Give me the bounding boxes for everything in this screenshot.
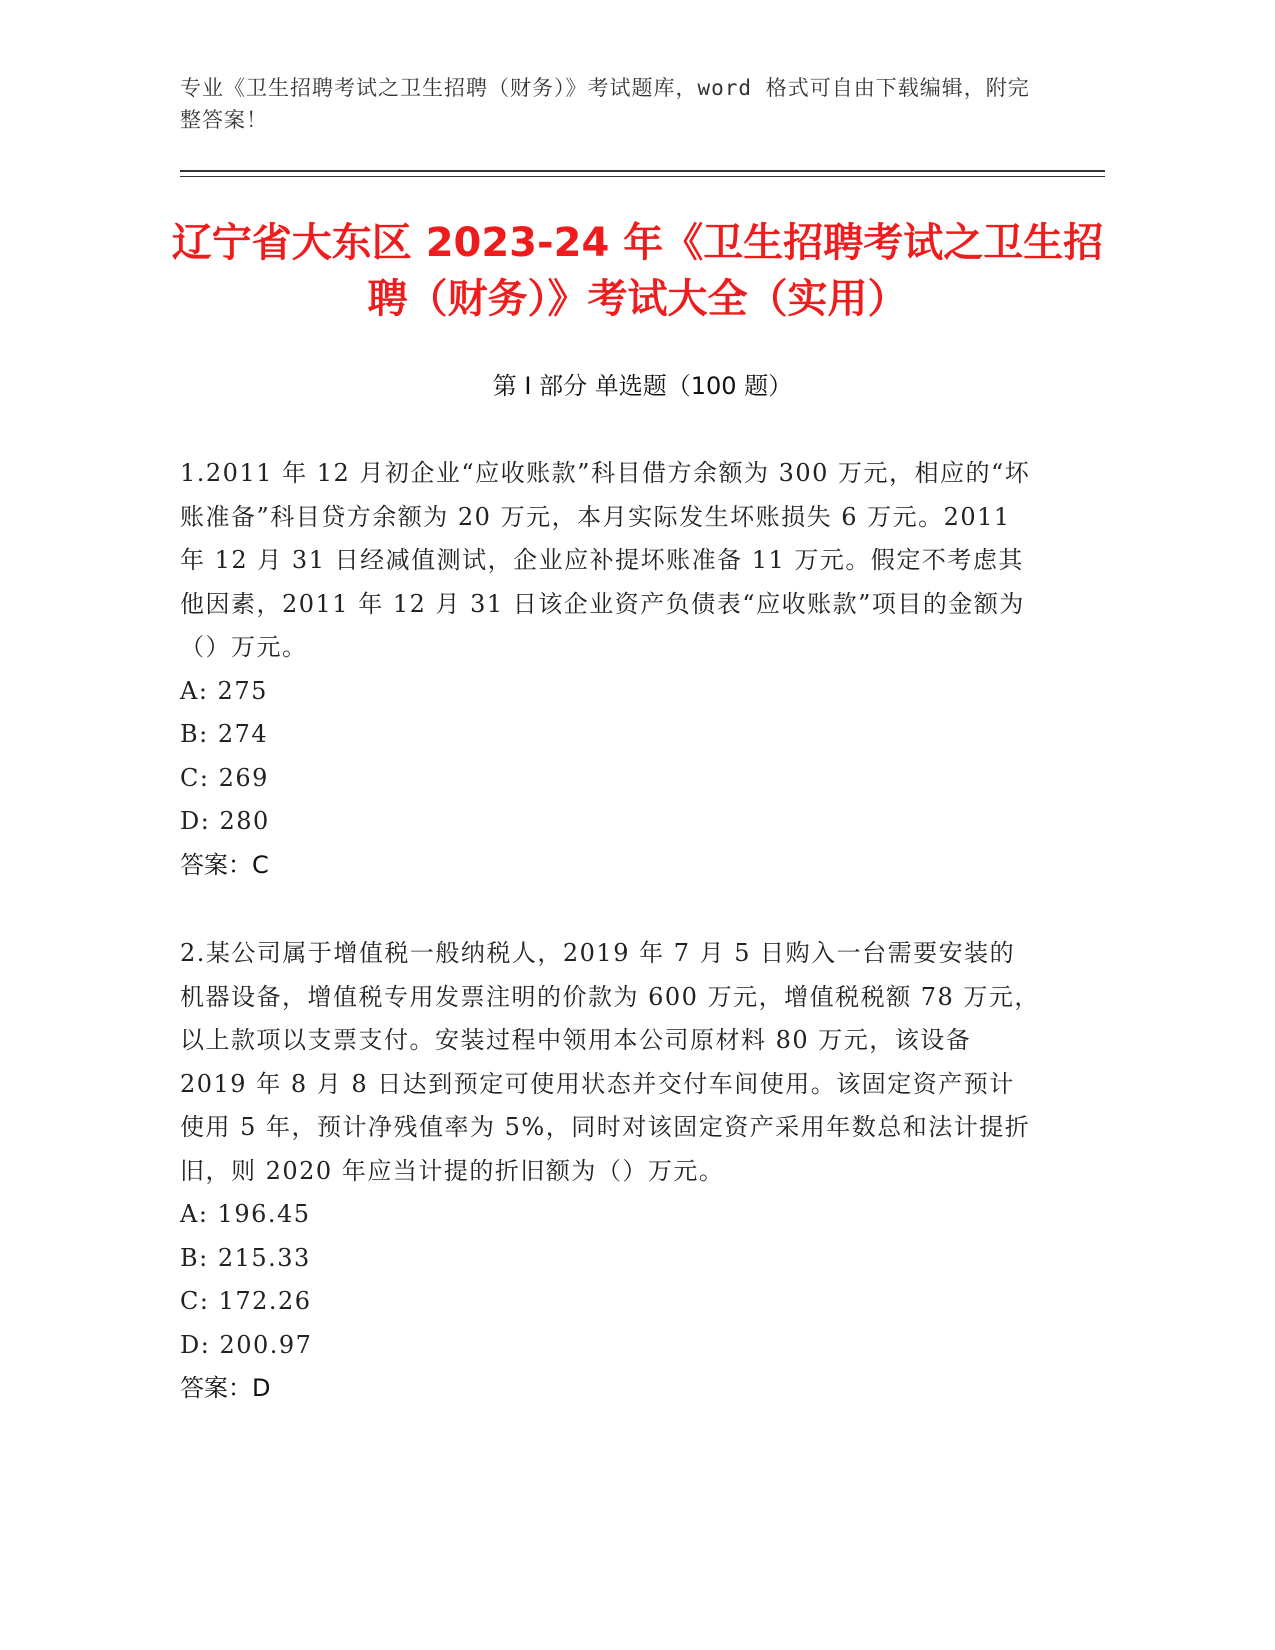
option-c: C: 269	[180, 763, 269, 792]
option-d: D: 200.97	[180, 1330, 313, 1359]
answer-line: 答案：D	[180, 1374, 271, 1402]
question-stem: 2.某公司属于增值税一般纳税人，2019 年 7 月 5 日购入一台需要安装的机器设备，增值税专用发票注明的价款为 600 万元，增值税税额 78 万元，以上款项以支票支付。安装过程中领用本公司原材料 80 万元，该设备 2019 年 8 月 8 日达到预定可使用状态并交付车间使用。该固定资产预计使用 5 年，预计净残值率为 5%，同时对该固定资产采用年数总和法计提折旧，则 2020 年应当计提的折旧额为（）万元。	[180, 939, 1040, 1185]
option-d: D: 280	[180, 807, 270, 835]
header-divider-thin	[180, 176, 1105, 177]
option-a: A: 196.45	[180, 1200, 311, 1228]
question-block	[180, 452, 1040, 887]
document-title: 辽宁省大东区 2023-24 年《卫生招聘考试之卫生招聘（财务）》考试大全（实用）	[171, 220, 1104, 322]
option-c: C: 172.26	[180, 1287, 312, 1315]
header-divider-thick	[180, 170, 1105, 172]
question-block	[180, 932, 1040, 1411]
answer-line: 答案：C	[180, 850, 269, 879]
header-note: 专业《卫生招聘考试之卫生招聘（财务）》考试题库，word 格式可自由下载编辑，附完整答案！	[180, 76, 1030, 132]
option-b: B: 215.33	[180, 1243, 311, 1272]
option-b: B: 274	[180, 720, 269, 748]
section-title: 第 I 部分 单选题（100 题）	[492, 372, 793, 400]
option-a: A: 275	[180, 676, 268, 705]
question-stem: 1.2011 年 12 月初企业“应收账款”科目借方余额为 300 万元，相应的“坏账准备”科目贷方余额为 20 万元，本月实际发生坏账损失 6 万元。2011 年 12 月 31 日经减值测试，企业应补提坏账准备 11 万元。假定不考虑其他因素，2011 年 12 月 31 日该企业资产负债表“应收账款”项目的金额为（）万元。	[180, 459, 1031, 661]
